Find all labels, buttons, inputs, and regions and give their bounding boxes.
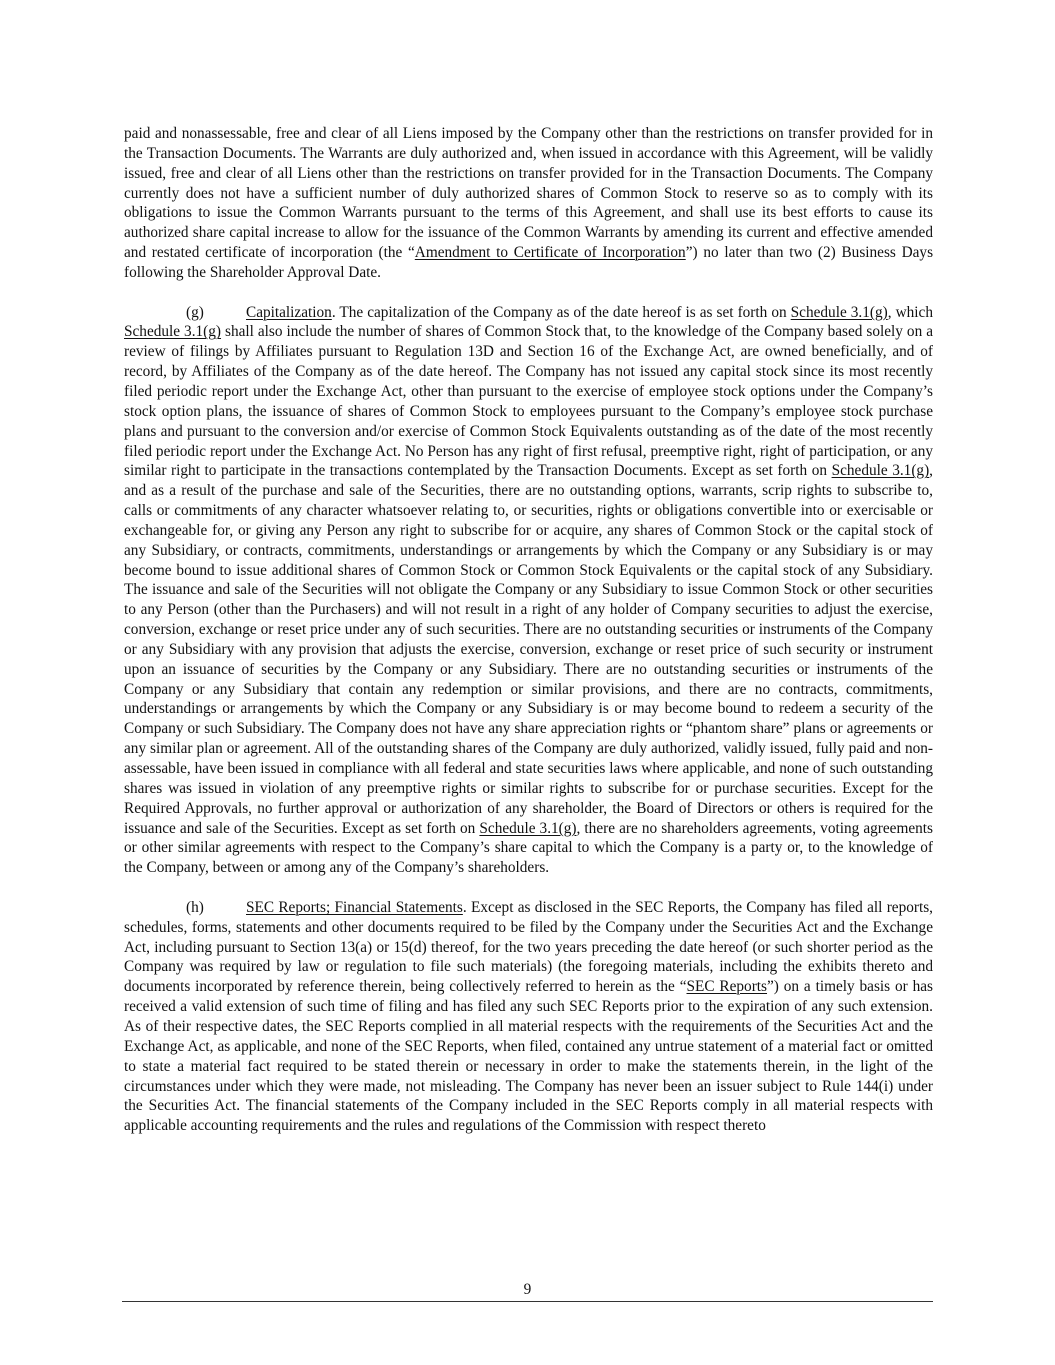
footer-divider [122, 1301, 933, 1302]
text-run: paid and nonassessable, free and clear of all Liens imposed by the Company other than the restrictions on transfer provided for in the Transaction Documents. The Warrants are duly authorized and, when issued in accordance with this Agreement, will be validly issued, free and clear of all Liens other than the restrictions on transfer provided for in the Transaction Documents. The Company currently does not have a sufficient number of duly authorized shares of Common Stock to reserve so as to comply with its obligations to issue the Common Warrants pursuant to the terms of this Agreement, and shall use its best efforts to cause its authorized share capital increase to allow for the issuance of the Common Warrants by amending its current and effective amended and restated certificate of incorporation (the “ [124, 125, 933, 262]
schedule-reference: Schedule 3.1(g) [831, 462, 930, 480]
defined-term-amendment: Amendment to Certificate of Incorporation [414, 244, 686, 262]
text-run: , which [887, 303, 933, 321]
schedule-reference: Schedule 3.1(g) [479, 819, 577, 837]
text-run: , there are no shareholders agreements, voting agreements or other similar agreements with respect to the Company’s share capital to which the Company is a party or, to the knowledge of the Company, between or among any of the Company’s shareholders. [124, 819, 933, 877]
text-run: ”) on a timely basis or has received a valid extension of such time of filing and has filed any such SEC Reports prior to the expiration of any such extension. As of their respective dates, the SEC Reports complied in all material respects with the requirements of the Securities Act and the Exchange Act, as applicable, and none of the SEC Reports, when filed, contained any untrue statement of a material fact or omitted to state a material fact required to be stated therein or necessary in order to make the statements therein, in the light of the circumstances under which they were made, not misleading. The Company has never been an issuer subject to Rule 144(i) under the Securities Act. The financial statements of the Company included in the SEC Reports comply in all material respects with applicable accounting requirements and the rules and regulations of the Commission with respect thereto [124, 978, 933, 1135]
paragraph-capitalization [124, 303, 933, 878]
text-run: shall also include the number of shares of Common Stock that, to the knowledge of the Company based solely on a review of filings by Affiliates pursuant to Regulation 13D and Section 16 of the Exchange Act, are owned beneficially, and of record, by Affiliates of the Company as of the date hereof. The Company has not issued any capital stock since its most recently filed periodic report under the Exchange Act, other than pursuant to the exercise of employee stock options under the Company’s stock option plans, the issuance of shares of Common Stock to employees pursuant to the Company’s employee stock purchase plans and pursuant to the conversion and/or exercise of Common Stock Equivalents outstanding as of the date of the most recently filed periodic report under the Exchange Act. No Person has any right of first refusal, preemptive right, right of participation, or any similar right to participate in the transactions contemplated by the Transaction Documents. Except as set forth on [124, 323, 933, 480]
paragraph-sec-reports [124, 898, 933, 1136]
schedule-reference: Schedule 3.1(g) [124, 323, 222, 341]
text-run: , and as a result of the purchase and sale of the Securities, there are no outstanding options, warrants, scrip rights to subscribe to, calls or commitments of any character whatsoever relating to, or securities, rights or obligations convertible into or exercisable or exchangeable for, or giving any Person any right to subscribe for or acquire, any shares of Common Stock or the capital stock of any Subsidiary, or contracts, commitments, understandings or arrangements by which the Company or any Subsidiary is or may become bound to issue additional shares of Common Stock or Common Stock Equivalents or the capital stock of any Subsidiary. The issuance and sale of the Securities will not obligate the Company or any Subsidiary to issue Common Stock or other securities to any Person (other than the Purchasers) and will not result in a right of any holder of Company securities to adjust the exercise, conversion, exchange or reset price under any of such securities. There are no outstanding securities or instruments of the Company or any Subsidiary with any provision that adjusts the exercise, conversion, exchange or reset price of such security or instrument upon an issuance of securities by the Company or any Subsidiary. There are no outstanding securities or instruments of the Company or any Subsidiary that contain any redemption or similar provisions, and there are no contracts, commitments, understandings or arrangements by which the Company or any Subsidiary is or may become bound to redeem a security of the Company or such Subsidiary. The Company does not have any share appreciation rights or “phantom share” plans or agreements or any similar plan or agreement. All of the outstanding shares of the Company are duly authorized, validly issued, fully paid and non-assessable, have been issued in compliance with all federal and state securities laws where applicable, and none of such outstanding shares was issued in violation of any preemptive rights or similar rights to subscribe for or purchase securities. Except for the Required Approvals, no further approval or authorization of any shareholder, the Board of Directors or others is required for the issuance and sale of the Securities. Except as set forth on [124, 462, 933, 837]
text-run: . The capitalization of the Company as of the date hereof is as set forth on [331, 303, 791, 321]
section-heading: SEC Reports; Financial Statements [246, 898, 463, 916]
defined-term-sec-reports: SEC Reports [686, 978, 768, 996]
text-run: . Except as disclosed in the SEC Reports, the Company has filed all reports, schedules, forms, statements and other documents required to be filed by the Company under the Securities Act and the Exchange Act, including pursuant to Section 13(a) or 15(d) thereof, for the two years preceding the date hereof (or such shorter period as the Company was required by law or regulation to file such materials) (the foregoing materials, including the exhibits thereto and documents incorporated by reference therein, being collectively referred to herein as the “ [124, 898, 933, 996]
document-body [124, 124, 933, 1136]
schedule-reference: Schedule 3.1(g) [790, 303, 888, 321]
paragraph-continuation [124, 124, 933, 283]
section-number: (h) [186, 898, 204, 916]
page-number: 9 [523, 1281, 532, 1298]
section-heading: Capitalization [246, 303, 332, 321]
text-run: ”) no later than two (2) Business Days following the Shareholder Approval Date. [124, 244, 934, 281]
section-number: (g) [186, 303, 204, 321]
